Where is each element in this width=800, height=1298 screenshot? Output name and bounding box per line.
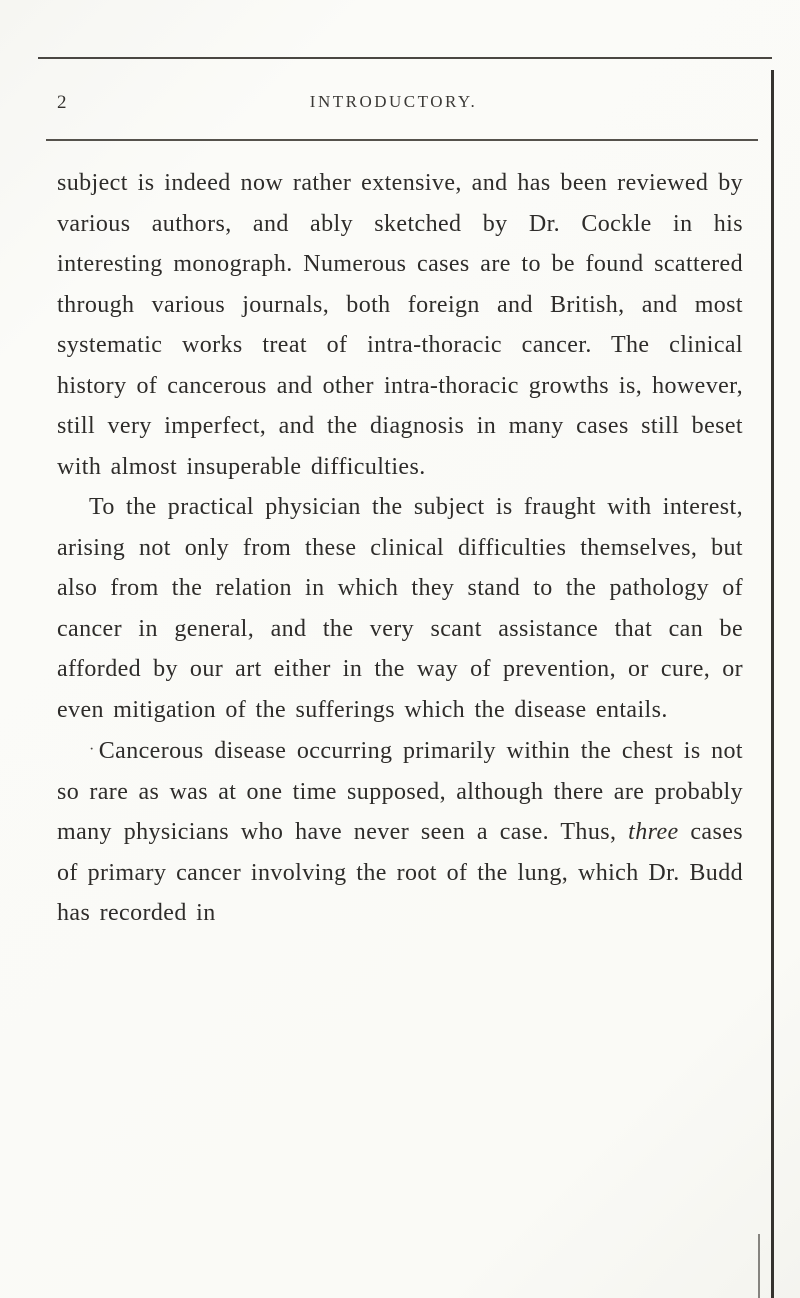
running-header	[57, 92, 730, 114]
ink-mark: ·	[89, 741, 95, 758]
paragraph-1: subject is indeed now rather extensive, and has been reviewed by various authors, and ably sketched by Dr. Cockle in his interesting monograph. Numerous cases are to be found scattered through various journals, both foreign and British, and most systematic works treat of intra-thoracic cancer. The clinical history of cancerous and other intra-thoracic growths is, however, still very imperfect, and the diagnosis in many cases still beset with almost insuperable difficulties.	[57, 170, 743, 480]
paragraph-3-text-a: Cancerous disease occurring primarily within the chest is not so rare as was at one time supposed, although there are probably many physicians who have never seen a case. Thus,	[57, 738, 743, 845]
page-number: 2	[57, 92, 68, 113]
paragraph-3-italic-word: three	[628, 819, 679, 845]
paragraph-2: To the practical physician the subject is fraught with interest, arising not only from these clinical difficulties themselves, but also from the relation in which they stand to the pathology of cancer in general, and the very scant assistance that can be afforded by our art either in the way of prevention, or cure, or even mitigation of the sufferings which the disease entails.	[57, 494, 743, 723]
running-head-title: INTRODUCTORY.	[309, 92, 478, 111]
top-rule	[38, 57, 772, 59]
paragraph-3	[57, 730, 743, 934]
paragraph-3-text-b: cases of primary cancer involving the root of the lung, which Dr. Budd has recorded in	[57, 819, 743, 926]
scan-edge-line	[771, 70, 774, 1298]
header-rule	[46, 139, 758, 141]
scan-edge-corner-line	[758, 1234, 760, 1298]
body-text	[57, 163, 743, 934]
